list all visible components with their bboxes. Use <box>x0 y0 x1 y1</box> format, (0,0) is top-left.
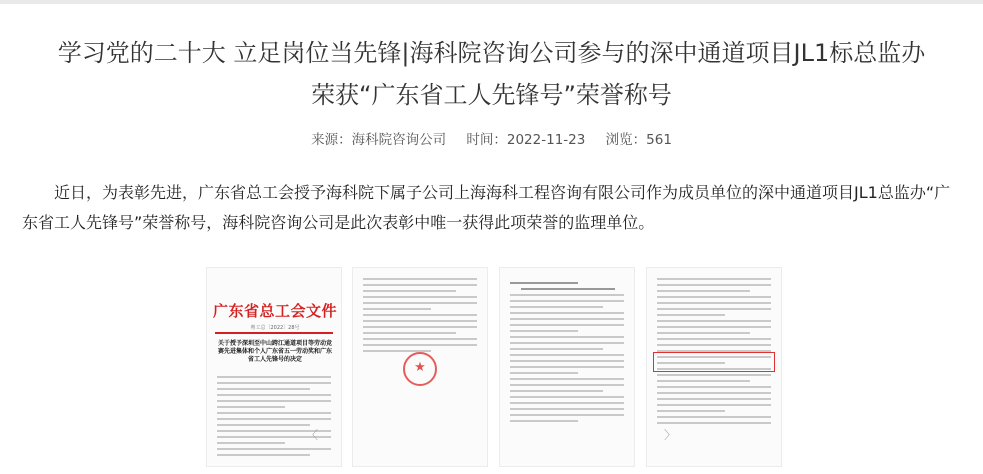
document-text-lines <box>363 278 477 356</box>
source-text: 来源：海科院咨询公司 <box>311 132 447 148</box>
document-text-lines <box>510 282 624 426</box>
view-count: 浏览：561 <box>605 132 672 148</box>
chevron-right-icon[interactable]: 〉 <box>664 428 677 442</box>
article-paragraph: 近日，为表彰先进，广东省总工会授予海科院下属子公司上海海科工程咨询有限公司作为成员单位的深中通道项目JL1总监办“广东省工人先锋号”荣誉称号，海科院咨询公司是此次表彰中唯一获得此项荣誉的监理单位。 <box>22 183 951 232</box>
document-page-1[interactable] <box>206 267 342 467</box>
official-seal-icon <box>403 352 437 386</box>
publish-time: 时间：2022-11-23 <box>466 132 586 148</box>
article-meta <box>0 128 983 148</box>
chevron-left-icon[interactable]: 〈 <box>306 428 319 442</box>
title-line-2: 荣获“广东省工人先锋号”荣誉称号 <box>311 81 672 109</box>
document-page-2[interactable] <box>352 267 488 467</box>
highlight-box <box>653 352 775 372</box>
article-title <box>10 32 973 116</box>
document-text-lines <box>217 376 331 460</box>
document-red-header: 广东省总工会文件 <box>213 302 338 320</box>
document-page-3[interactable] <box>499 267 635 467</box>
top-rule <box>0 0 983 4</box>
red-divider <box>215 332 333 334</box>
document-images <box>206 267 773 474</box>
document-number: 粤工总〔2022〕28号 <box>250 325 300 331</box>
document-subject: 关于授予深圳至中山跨江通道项目等劳动竞赛先进集体和个人广东省五一劳动奖和广东省工人先锋号的决定 <box>217 340 332 363</box>
title-line-1: 学习党的二十大 立足岗位当先锋|海科院咨询公司参与的深中通道项目JL1标总监办 <box>57 39 926 67</box>
